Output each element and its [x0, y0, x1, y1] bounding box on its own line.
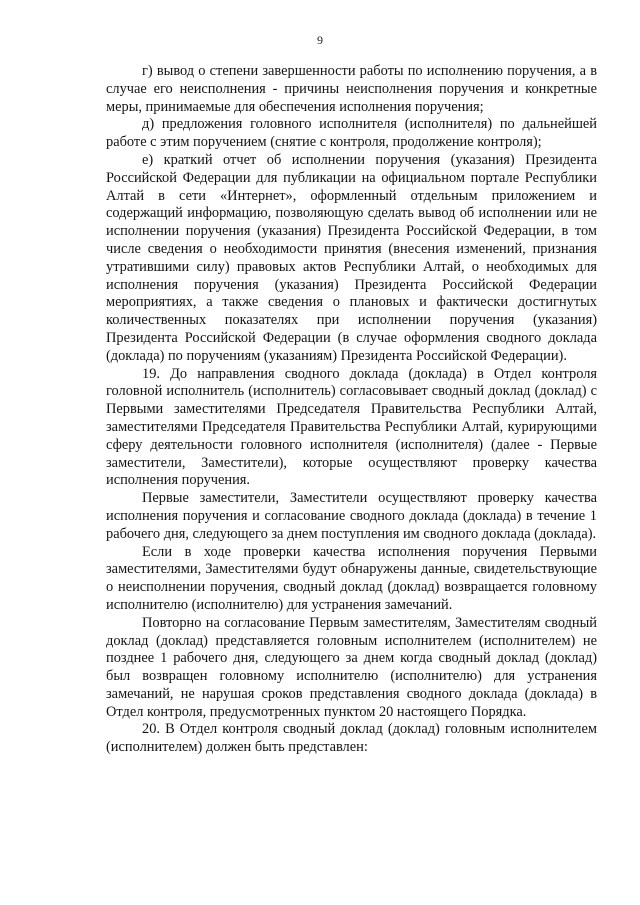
paragraph-item-g: г) вывод о степени завершенности работы по исполнению поручения, а в случае его неисполнения - причины неисполнения поручения и конкретные меры, принимаемые для обеспечения исполнения поручения; [106, 63, 597, 115]
paragraph-section-19: 19. До направления сводного доклада (доклада) в Отдел контроля головной исполнитель (исполнитель) согласовывает сводный доклад (доклад) с Первыми заместителями Председателя Правительства Республики Алтай, заместителями Председателя Правительства Республики Алтай, курирующими сферу деятельности головного исполнителя (исполнителя) (далее - Первые заместители, Заместители), которые осуществляют проверку качества исполнения поручения. [106, 365, 597, 489]
paragraph-resubmission: Повторно на согласование Первым заместителям, Заместителям сводный доклад (доклад) представляется головным исполнителем (исполнителем) не позднее 1 рабочего дня, следующего за днем когда сводный доклад (доклад) был возвращен головному исполнителю (исполнителю) для устранения замечаний, не нарушая сроков представления сводного доклада (доклада) в Отдел контроля, предусмотренных пунктом 20 настоящего Порядка. [106, 614, 597, 720]
paragraph-section-20: 20. В Отдел контроля сводный доклад (доклад) головным исполнителем (исполнителем) должен быть представлен: [106, 721, 597, 756]
paragraph-review-deadline: Первые заместители, Заместители осуществляют проверку качества исполнения поручения и согласование сводного доклада (доклада) в течение 1 рабочего дня, следующего за днем поступления им сводного доклада (доклада). [106, 490, 597, 542]
page-number: 9 [317, 33, 323, 47]
paragraph-item-d: д) предложения головного исполнителя (исполнителя) по дальнейшей работе с этим поручением (снятие с контроля, продолжение контроля); [106, 116, 597, 151]
paragraph-return-for-fixes: Если в ходе проверки качества исполнения поручения Первыми заместителями, Заместителями будут обнаружены данные, свидетельствующие о неисполнении поручения, сводный доклад (доклад) возвращается головному исполнителю (исполнителю) для устранения замечаний. [106, 543, 597, 613]
paragraph-item-e: е) краткий отчет об исполнении поручения (указания) Президента Российской Федерации для публикации на официальном портале Республики Алтай в сети «Интернет», оформленный отдельным приложением и содержащий информацию, позволяющую сделать вывод об исполнении или не исполнении поручения (указания) Президента Российской Федерации, в том числе сведения о необходимости принятия (внесения изменений, признания утратившими силу) правовых актов Республики Алтай, о необходимых для исполнения поручения (указания) Президента Российской Федерации мероприятиях, а также сведения о плановых и фактически достигнутых количественных показателях при исполнении поручения (указания) Президента Российской Федерации (в случае оформления сводного доклада (доклада) по поручениям (указаниям) Президента Российской Федерации). [106, 151, 597, 364]
document-body [106, 63, 597, 757]
